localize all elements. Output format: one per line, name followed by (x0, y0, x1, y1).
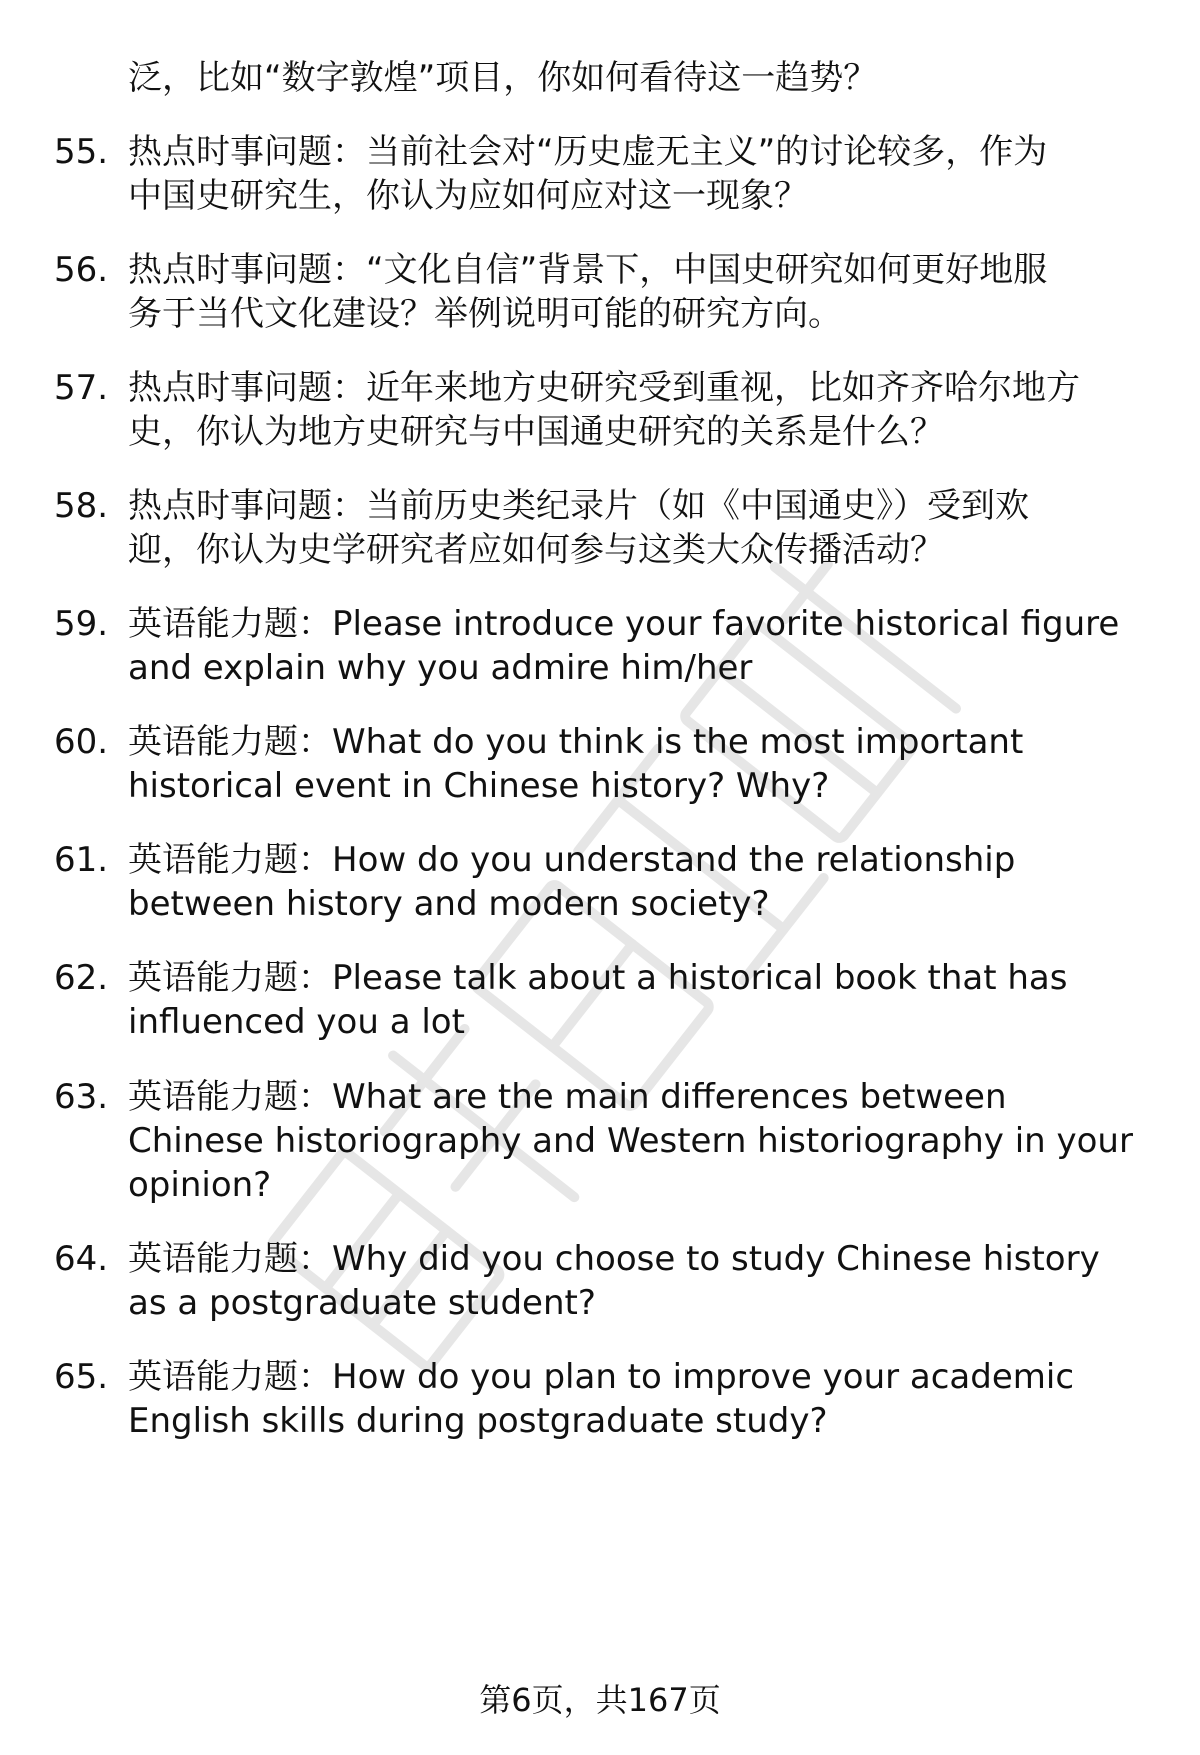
question-line: 务于当代文化建设？举例说明可能的研究方向。 (128, 294, 842, 334)
question-line: opinion? (128, 1165, 272, 1205)
question-number: 61. (54, 840, 109, 880)
question-number: 62. (54, 958, 109, 998)
question-line: 英语能力题：What are the main differences between (128, 1077, 1007, 1117)
question-line: 热点时事问题：当前历史类纪录片（如《中国通史》）受到欢 (128, 486, 1029, 526)
question-number: 57. (54, 368, 109, 408)
page-footer: 第6页，共167页 (479, 1681, 721, 1719)
question-number: 64. (54, 1239, 109, 1279)
question-line: 英语能力题：Please introduce your favorite historical figure (128, 604, 1120, 644)
question-line: between history and modern society? (128, 884, 770, 924)
question-line: 中国史研究生，你认为应如何应对这一现象？ (128, 176, 808, 216)
question-line: 英语能力题：Why did you choose to study Chinese history (128, 1239, 1100, 1279)
question-line: 英语能力题：How do you plan to improve your academic (128, 1357, 1075, 1397)
question-line: 热点时事问题：近年来地方史研究受到重视，比如齐齐哈尔地方 (128, 368, 1080, 408)
question-number: 65. (54, 1357, 109, 1397)
question-number: 59. (54, 604, 109, 644)
question-number: 60. (54, 722, 109, 762)
question-line: and explain why you admire him/her (128, 648, 753, 688)
question-line: as a postgraduate student? (128, 1283, 596, 1323)
question-line: Chinese historiography and Western historiography in your (128, 1121, 1133, 1161)
question-number: 56. (54, 250, 109, 290)
question-line: 史，你认为地方史研究与中国通史研究的关系是什么？ (128, 412, 944, 452)
question-number: 55. (54, 132, 109, 172)
question-line: English skills during postgraduate study? (128, 1401, 828, 1441)
question-number: 58. (54, 486, 109, 526)
question-line: 英语能力题：What do you think is the most important (128, 722, 1024, 762)
question-number: 63. (54, 1077, 109, 1117)
question-line: influenced you a lot (128, 1002, 465, 1042)
continuation-line: 泛，比如“数字敦煌”项目，你如何看待这一趋势？ (128, 58, 878, 98)
question-line: 迎，你认为史学研究者应如何参与这类大众传播活动？ (128, 530, 944, 570)
question-line: 英语能力题：Please talk about a historical book that has (128, 958, 1068, 998)
question-line: 热点时事问题：当前社会对“历史虚无主义”的讨论较多，作为 (128, 132, 1048, 172)
question-line: 热点时事问题：“文化自信”背景下，中国史研究如何更好地服 (128, 250, 1048, 290)
question-line: 英语能力题：How do you understand the relationship (128, 840, 1016, 880)
question-line: historical event in Chinese history? Why? (128, 766, 830, 806)
